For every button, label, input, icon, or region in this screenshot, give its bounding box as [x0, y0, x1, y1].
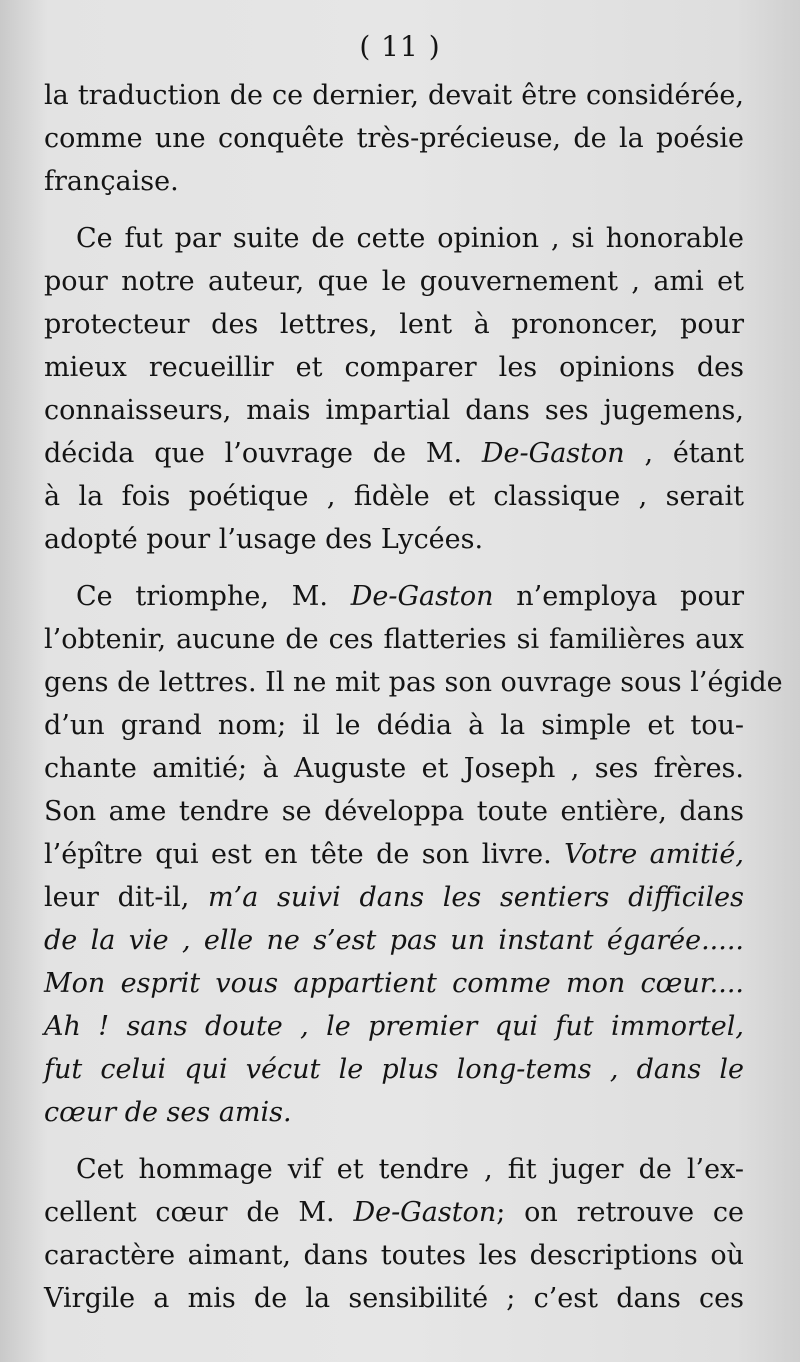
italic-text: Ah ! sans doute , le premier qui fut immortel,: [44, 1011, 744, 1042]
text-segment: comme une conquête très-précieuse, de la poésie: [44, 123, 744, 154]
text-line: [44, 919, 744, 962]
text-segment: française.: [44, 166, 179, 197]
text-line: [44, 74, 744, 117]
italic-text: De-Gaston: [481, 438, 625, 469]
text-segment: d’un grand nom; il le dédia à la simple et tou-: [44, 710, 744, 741]
text-line: [44, 876, 744, 919]
text-segment: Ce fut par suite de cette opinion , si honorable: [76, 223, 744, 254]
text-segment: gens de lettres. Il ne mit pas son ouvrage sous l’égide: [44, 667, 783, 698]
text-segment: cellent cœur de M.: [44, 1197, 354, 1228]
text-line: [44, 661, 783, 704]
text-line: [44, 704, 744, 747]
italic-text: De-Gaston: [350, 581, 494, 612]
italic-text: cœur de ses amis.: [44, 1097, 292, 1128]
text-segment: pour notre auteur, que le gouvernement , ami et: [44, 266, 744, 297]
text-line: [44, 303, 744, 346]
text-segment: Ce triomphe, M.: [76, 581, 351, 612]
text-segment: caractère aimant, dans toutes les descriptions où: [44, 1240, 744, 1271]
text-segment: n’employa pour: [493, 581, 744, 612]
italic-text: fut celui qui vécut le plus long-tems , dans le: [44, 1054, 744, 1085]
text-segment: la traduction de ce dernier, devait être considérée,: [44, 80, 744, 111]
text-line: [44, 747, 744, 790]
text-segment: ; on retrouve ce: [496, 1197, 744, 1228]
text-segment: l’épître qui est en tête de son livre.: [44, 839, 565, 870]
italic-text: Votre amitié,: [564, 839, 744, 870]
body-text: [44, 74, 783, 1320]
text-line: [44, 1277, 744, 1320]
text-line: [44, 117, 744, 160]
italic-text: Mon esprit vous appartient comme mon cœur....: [44, 968, 744, 999]
text-segment: leur dit-il,: [44, 882, 209, 913]
text-segment: adopté pour l’usage des Lycées.: [44, 524, 484, 555]
italic-text: de la vie , elle ne s’est pas un instant égarée.....: [44, 925, 744, 956]
text-line: [44, 217, 744, 260]
text-line: [44, 1005, 744, 1048]
text-line: [44, 833, 744, 876]
italic-text: m’a suivi dans les sentiers difficiles: [208, 882, 745, 913]
text-segment: protecteur des lettres, lent à prononcer, pour: [44, 309, 744, 340]
text-line: [44, 1148, 744, 1191]
text-line: [44, 260, 744, 303]
text-line: [44, 475, 744, 518]
text-segment: décida que l’ouvrage de M.: [44, 438, 482, 469]
page-number: ( 11 ): [359, 30, 441, 63]
text-segment: Virgile a mis de la sensibilité ; c’est dans ces: [44, 1283, 744, 1314]
text-segment: Cet hommage vif et tendre , fit juger de l’ex-: [76, 1154, 744, 1185]
text-line: [44, 432, 744, 475]
text-line: [44, 389, 744, 432]
text-segment: Son ame tendre se développa toute entière, dans: [44, 796, 744, 827]
text-segment: mieux recueillir et comparer les opinions des: [44, 352, 744, 383]
text-line: [44, 1091, 744, 1134]
text-line: [44, 518, 744, 561]
text-segment: , étant: [624, 438, 744, 469]
text-segment: à la fois poétique , fidèle et classique , serait: [44, 481, 744, 512]
text-line: [44, 575, 744, 618]
text-line: [44, 1191, 744, 1234]
text-line: [44, 1048, 744, 1091]
text-segment: l’obtenir, aucune de ces flatteries si familières aux: [44, 624, 744, 655]
text-line: [44, 618, 744, 661]
text-segment: connaisseurs, mais impartial dans ses jugemens,: [44, 395, 744, 426]
text-line: [44, 962, 744, 1005]
text-line: [44, 160, 744, 203]
text-line: [44, 346, 744, 389]
text-segment: chante amitié; à Auguste et Joseph , ses frères.: [44, 753, 744, 784]
italic-text: De-Gaston: [353, 1197, 497, 1228]
text-line: [44, 790, 744, 833]
text-line: [44, 1234, 744, 1277]
